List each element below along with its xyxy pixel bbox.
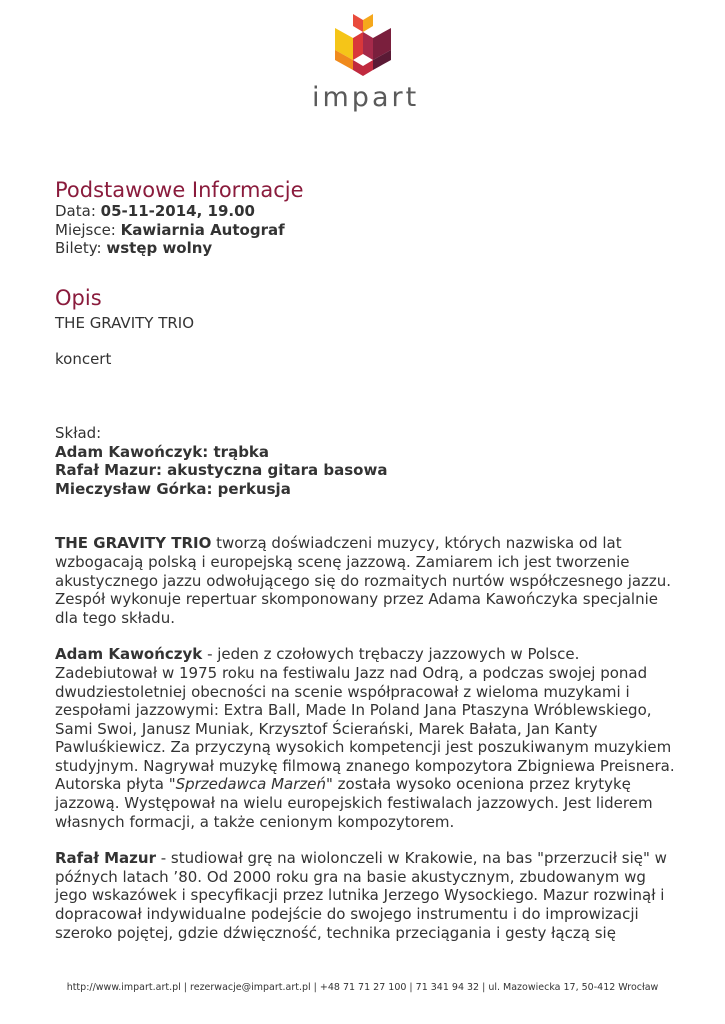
- place-row: [55, 221, 675, 240]
- lineup-label: Skład:: [55, 423, 102, 442]
- date-row: [55, 202, 675, 221]
- tickets-row: [55, 239, 675, 258]
- paragraph-kawonczyk-text-2: " została wysoko oceniona przez krytykę jazzową. Występował na wielu europejskich festiwalach jazzowych. Jest liderem własnych formacji, a także cenionym kompozytorem.: [55, 775, 653, 831]
- paragraph-kawonczyk: [55, 645, 675, 831]
- tickets-label: Bilety:: [55, 239, 102, 258]
- paragraph-kawonczyk-text-1: - jeden z czołowych trębaczy jazzowych w Polsce. Zadebiutował w 1975 roku na festiwalu Jazz nad Odrą, a podczas swojej ponad dwudziestoletniej obecności na scenie współpracował z wieloma muzykami i zespołami jazzowymi: Extra Ball, Made In Poland Jana Ptaszyna Wróblewskiego, Sami Swoi, Janusz Muniak, Krzysztof Ścierański, Marek Bałata, Jan Kanty Pawluśkiewicz. Za przyczyną wysokich kompetencji jest poszukiwanym muzykiem studyjnym. Nagrywał muzykę filmową znanego kompozytora Zbigniewa Preisnera. Autorska płyta ": [55, 645, 675, 794]
- paragraph-mazur-text: - studiował grę na wiolonczeli w Krakowie, na bas "przerzucił się" w późnych latach ’80. Od 2000 roku gra na basie akustycznym, zbudowanym wg jego wskazówek i specyfikacji przez lutnika Jerzego Wysockiego. Mazur rozwinął i dopracował indywidualne podejście do swojego instrumentu i do improwizacji szeroko pojętej, gdzie dźwięczność, technika przeciągania i gesty łączą się: [55, 849, 667, 942]
- paragraph-kawonczyk-bold: Adam Kawończyk: [55, 645, 203, 664]
- logo-wordmark: impart: [312, 82, 420, 113]
- paragraph-mazur: [55, 849, 675, 942]
- tickets-value: wstęp wolny: [106, 239, 213, 258]
- document-body: [55, 178, 675, 942]
- paragraph-trio: [55, 534, 675, 627]
- date-label: Data:: [55, 202, 96, 220]
- date-value: 05-11-2014, 19.00: [100, 202, 255, 220]
- event-title: THE GRAVITY TRIO: [55, 313, 195, 332]
- paragraph-trio-text: tworzą doświadczeni muzycy, których nazwiska od lat wzbogacają polską i europejską scenę jazzową. Zamiarem ich jest tworzenie akustycznego jazzu odwołującego się do rozmaitych nurtów współczesnego jazzu. Zespół wykonuje repertuar skomponowany przez Adama Kawończyka specjalnie dla tego składu.: [55, 534, 672, 627]
- footer-contact: http://www.impart.art.pl | rezerwacje@impart.art.pl | +48 71 71 27 100 | 71 341 94 32 | ul. Mazowiecka 17, 50-412 Wrocław: [66, 982, 659, 993]
- basic-info-heading: Podstawowe Informacje: [55, 178, 304, 202]
- lineup-item: [55, 443, 675, 462]
- place-value: Kawiarnia Autograf: [120, 220, 285, 239]
- paragraph-mazur-bold: Rafał Mazur: [55, 849, 156, 868]
- lineup-member-2: Rafał Mazur: akustyczna gitara basowa: [55, 461, 388, 480]
- lineup-item: [55, 480, 675, 499]
- lineup-member-1: Adam Kawończyk: trąbka: [55, 442, 270, 461]
- lineup-member-3: Mieczysław Górka: perkusja: [55, 479, 291, 498]
- impart-logo: [312, 14, 420, 118]
- paragraph-trio-bold: THE GRAVITY TRIO: [55, 534, 212, 553]
- impart-logo-mark-icon: [333, 14, 393, 76]
- event-type: koncert: [55, 350, 112, 369]
- opis-heading: Opis: [55, 285, 102, 310]
- paragraph-kawonczyk-italic: Sprzedawca Marzeń: [175, 775, 327, 794]
- place-label: Miejsce:: [55, 220, 116, 239]
- lineup-item: [55, 461, 675, 480]
